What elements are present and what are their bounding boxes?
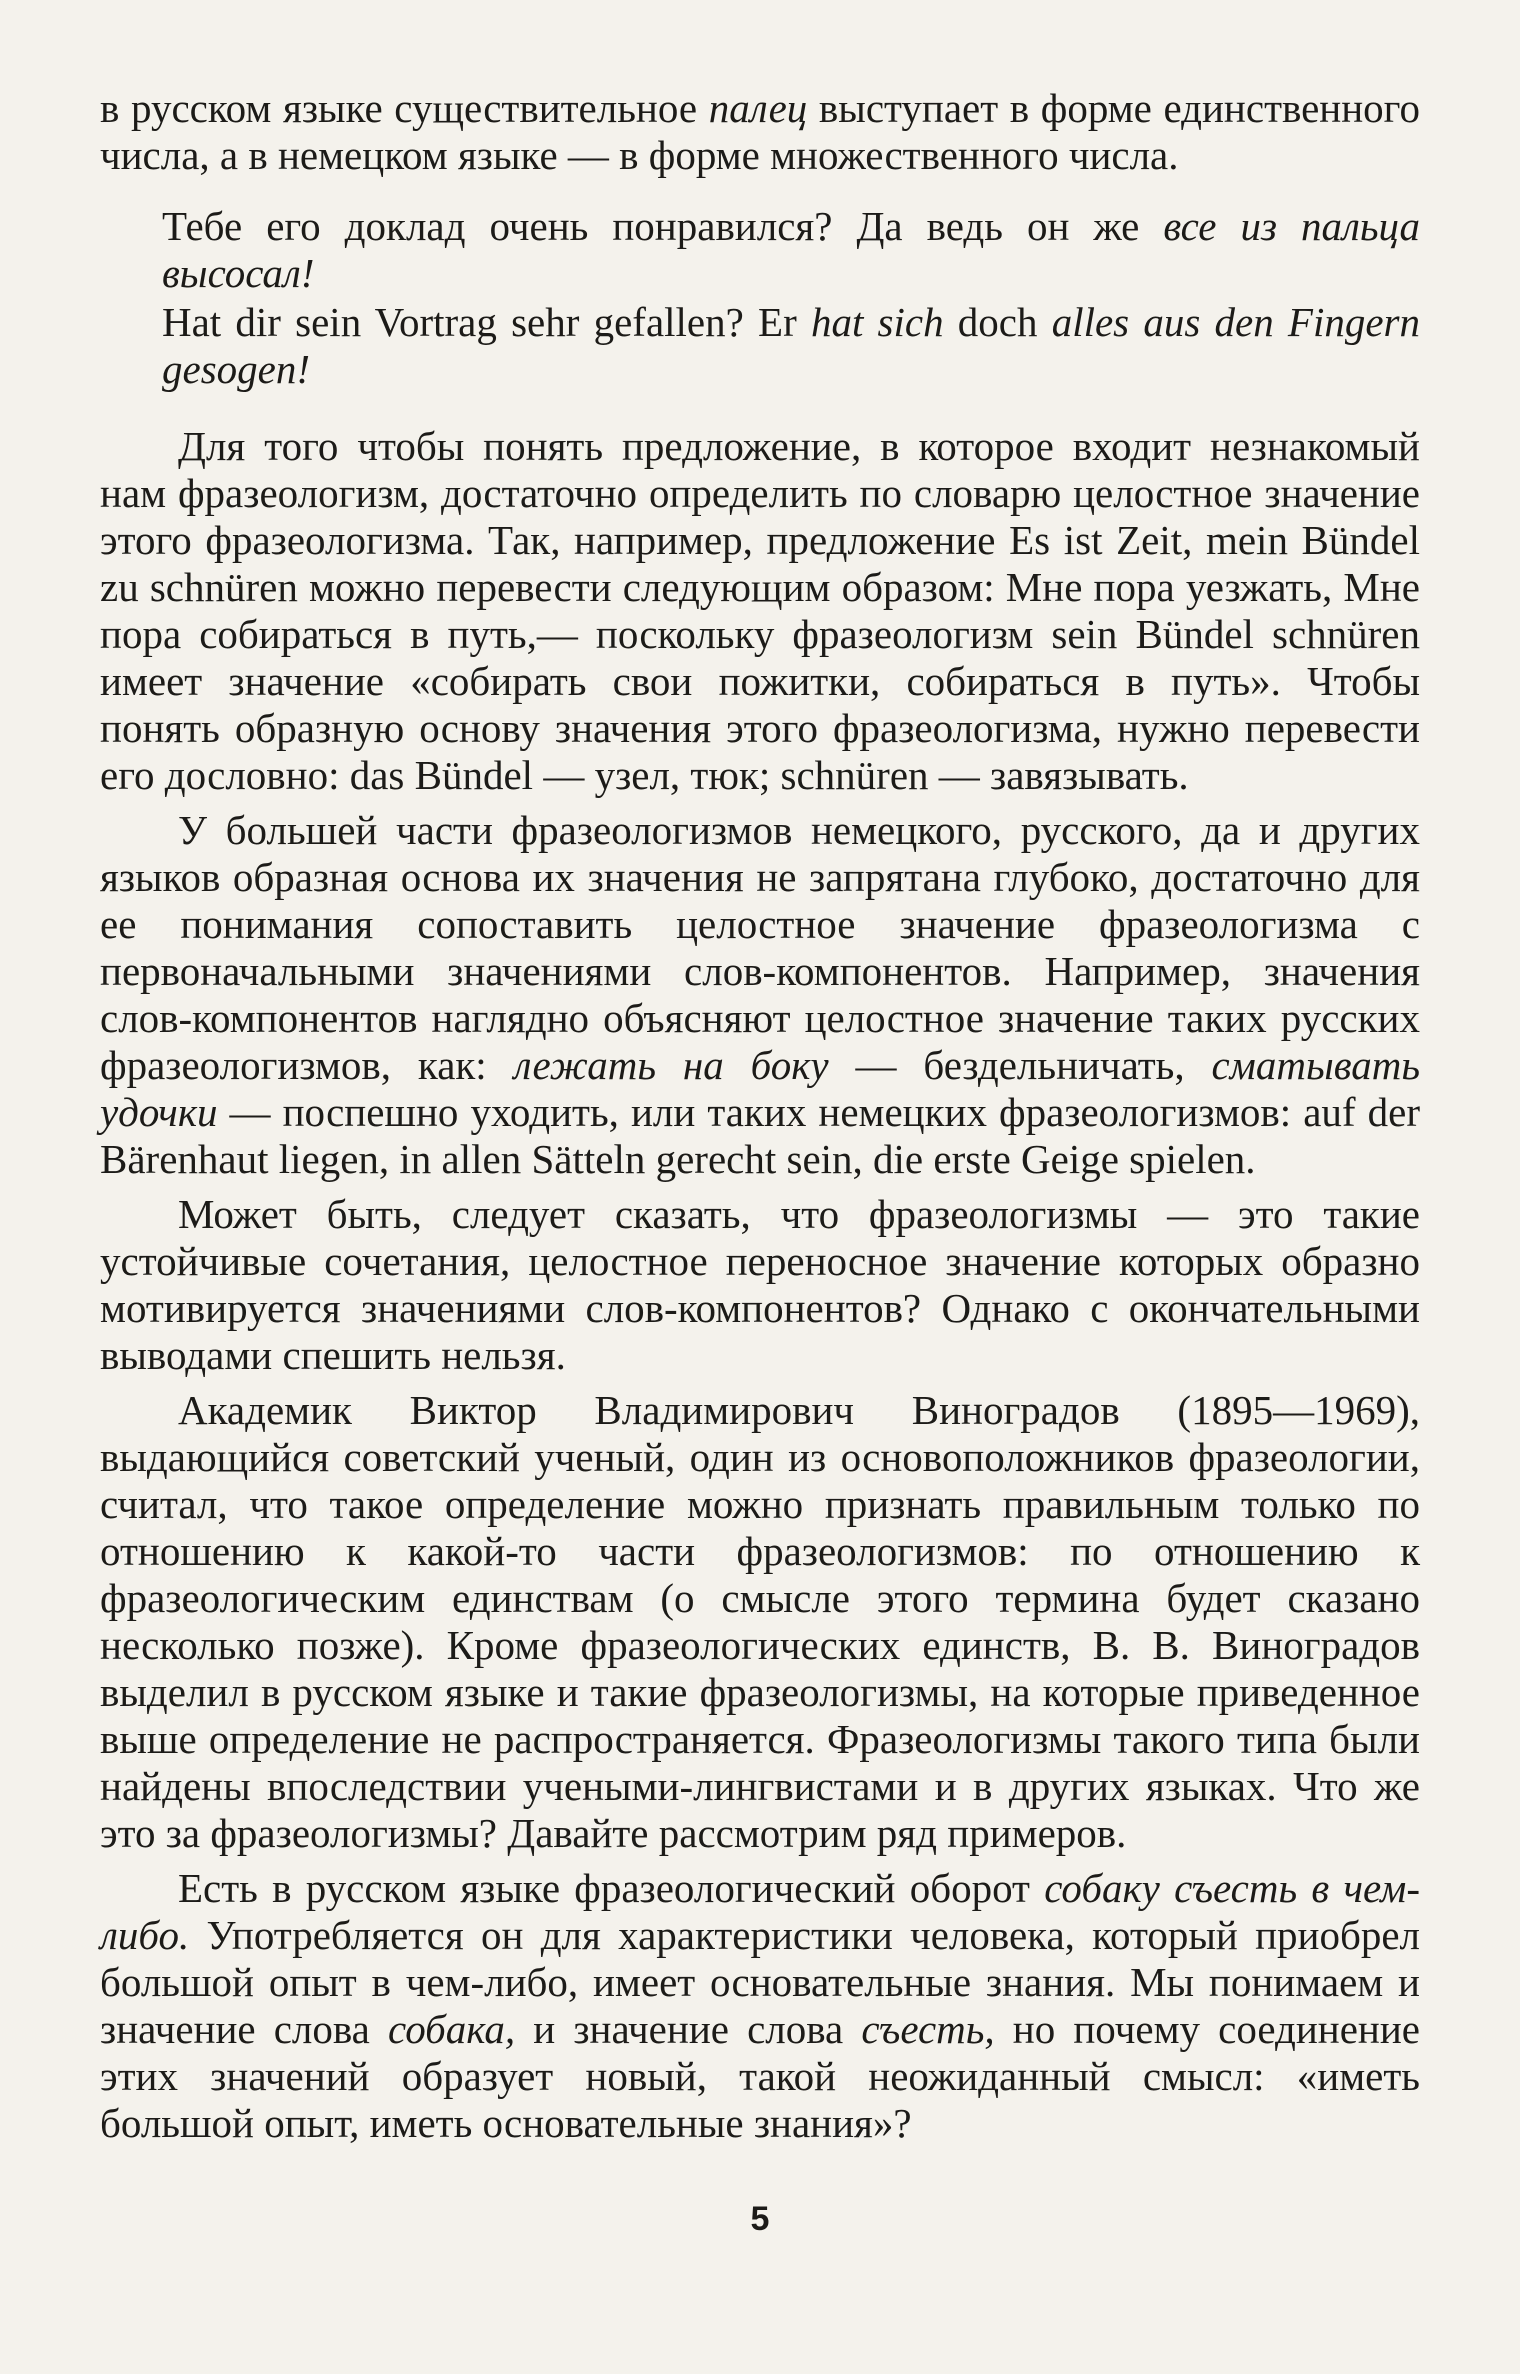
italic-phrase: сматывать удочки [100, 1042, 1420, 1135]
paragraph-imagery [100, 807, 1420, 1183]
example-german [162, 299, 1420, 393]
text-run: Может быть, следует сказать, что фразеологизмы — это такие устойчивые сочетания, целостное переносное значение которых образно мотивируется значениями слов-компонентов? Однако с окончательными выводами спешить нельзя. [100, 1191, 1420, 1378]
page-text [100, 85, 1420, 2147]
text-run: и значение слова [515, 2006, 862, 2052]
italic-phrase: все из пальца высосал! [162, 203, 1420, 296]
text-run: Hat dir sein Vortrag sehr gefallen? Er [162, 299, 811, 345]
paragraph-vinogradov [100, 1387, 1420, 1857]
text-run: Есть в русском языке фразеологический оборот [178, 1865, 1045, 1911]
text-run: Академик Виктор Владимирович Виноградов (1895—1969), выдающийся советский ученый, один из основоположников фразеологии, считал, что такое определение можно признать правильным только по отношению к какой-то части фразеологизмов: по отношению к фразеологическим единствам (о смысле этого термина будет сказано несколько позже). Кроме фразеологических единств, В. В. Виноградов выделил в русском языке и такие фразеологизмы, на которые приведенное выше определение не распространяется. Фразеологизмы такого типа были найдены впоследствии учеными-лингвистами и в других языках. Что же это за фразеологизмы? Давайте рассмотрим ряд примеров. [100, 1387, 1420, 1856]
text-run: — бездельничать, [828, 1042, 1212, 1088]
italic-phrase: палец [708, 85, 808, 131]
text-run: У большей части фразеологизмов немецкого, русского, да и других языков образная основа их значения не запрятана глубоко, достаточно для ее понимания сопоставить целостное значение фразеологизма с первоначальными значениями слов-компонентов. Например, значения слов-компонентов наглядно объясняют целостное значение таких русских фразеологизмов, как: [100, 807, 1420, 1088]
text-run: но почему соединение этих значений образует новый, такой неожиданный смысл: «иметь большой опыт, иметь основательные знания»? [100, 2006, 1421, 2146]
paragraph-continuation [100, 85, 1420, 179]
paragraph-bundel [100, 423, 1420, 799]
italic-phrase: alles aus den Fingern gesogen! [162, 299, 1420, 392]
italic-phrase: лежать на боку [513, 1042, 829, 1088]
italic-phrase: собаку съесть в чем-либо. [100, 1865, 1421, 1958]
italic-phrase: съесть, [861, 2006, 995, 2052]
text-run: Тебе его доклад очень понравился? Да ведь он же [162, 203, 1164, 249]
page-number: 5 [750, 2200, 770, 2238]
italic-phrase: hat sich [810, 299, 944, 345]
text-run: doch [943, 299, 1052, 345]
text-run: выступает в форме единственного числа, а в немецком языке — в форме множественного числа. [100, 85, 1420, 178]
text-run: Для того чтобы понять предложение, в которое входит незнакомый нам фразеологизм, достаточно определить по словарю целостное значение этого фразеологизма. Так, например, предложение Es ist Zeit, mein Bündel zu schnüren можно перевести следующим образом: Мне пора уезжать, Мне пора собираться в путь,— поскольку фразеологизм sein Bündel schnüren имеет значение «собирать свои пожитки, собираться в путь». Чтобы понять образную основу значения этого фразеологизма, нужно перевести его дословно: das Bündel — узел, тюк; schnüren — завязывать. [100, 423, 1420, 798]
text-run: Употребляется он для характеристики человека, который приобрел большой опыт в чем-либо, имеет основательные знания. Мы понимаем и значение слова [100, 1912, 1420, 2052]
italic-phrase: собака, [388, 2006, 516, 2052]
example-block [100, 203, 1420, 393]
paragraph-question [100, 1191, 1420, 1379]
paragraph-sobaku [100, 1865, 1420, 2147]
example-russian [162, 203, 1420, 297]
text-run: — поспешно уходить, или таких немецких фразеологизмов: auf der Bärenhaut liegen, in allen Sätteln gerecht sein, die erste Geige spielen. [100, 1089, 1420, 1182]
text-run: в русском языке существительное [100, 85, 709, 131]
